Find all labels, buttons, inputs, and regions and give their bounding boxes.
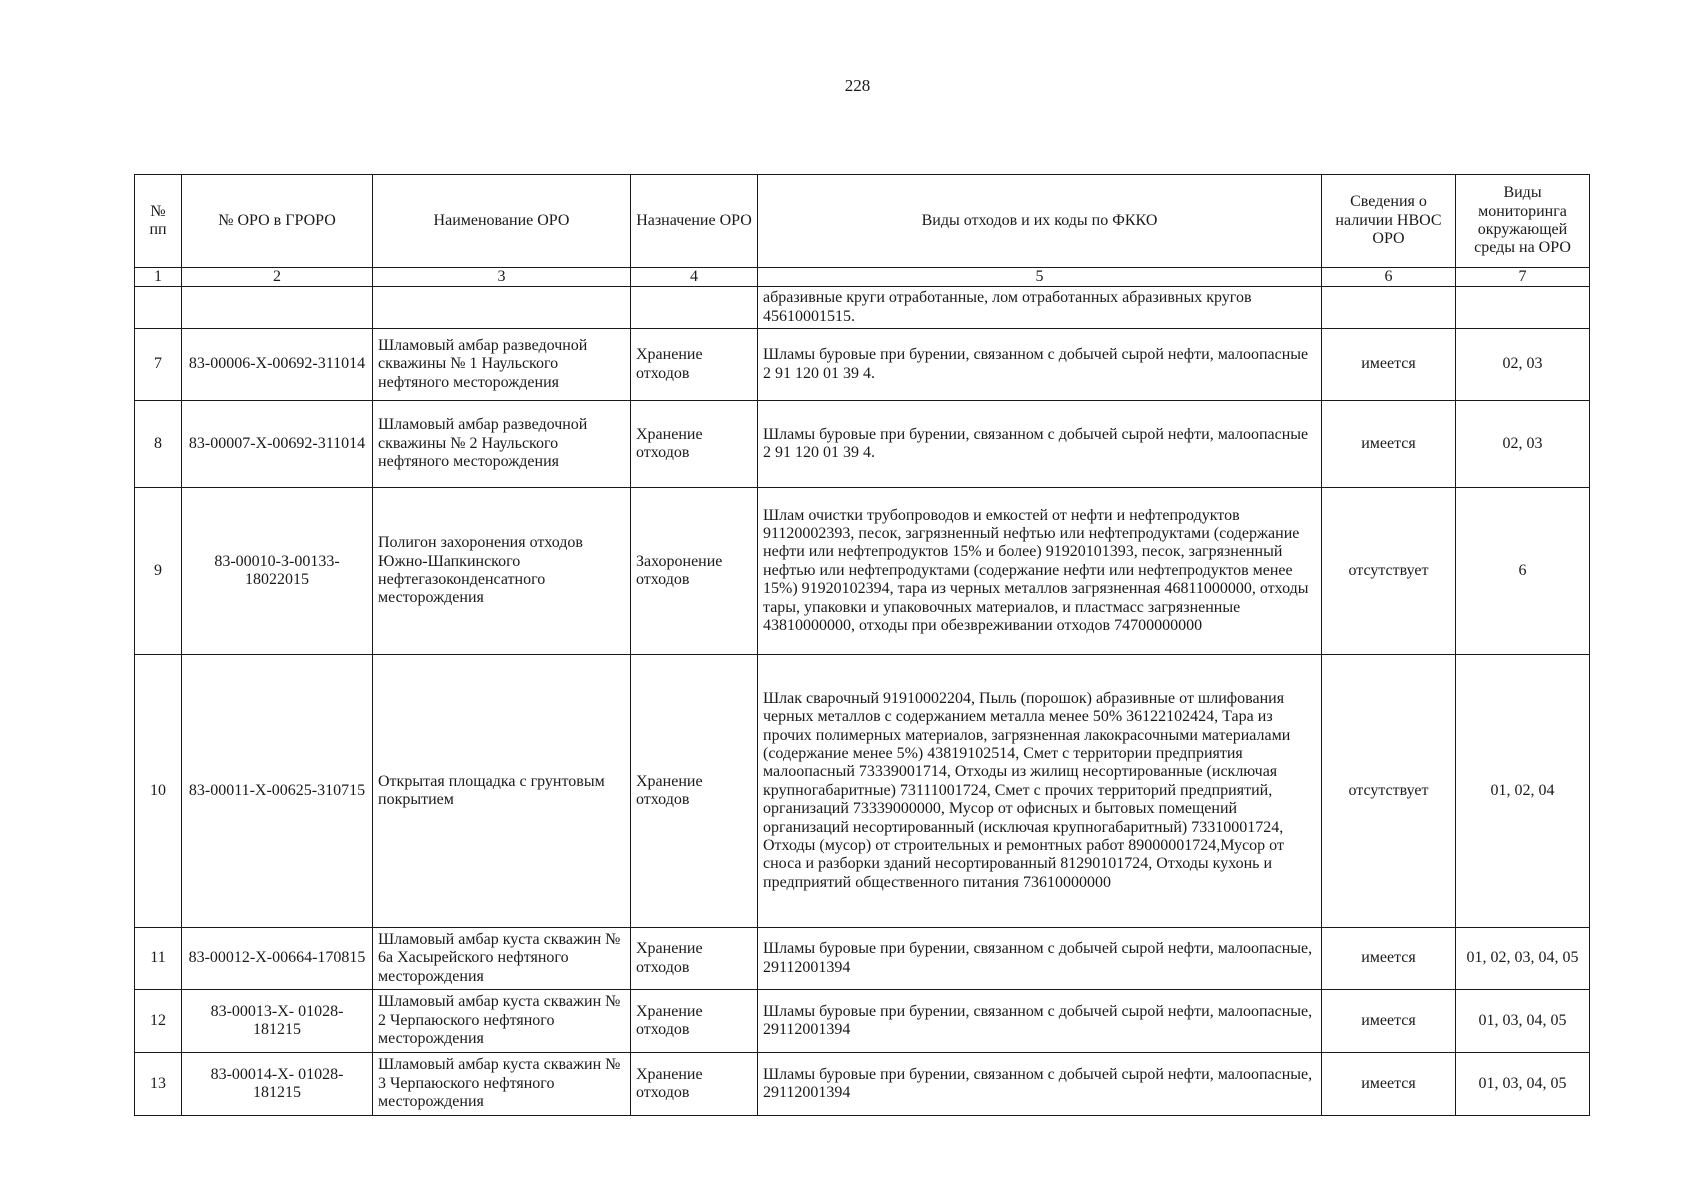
table-row (135, 655, 1590, 928)
waste-types: Шлак сварочный 91910002204, Пыль (порошок) абразивные от шлифования черных металлов с содержанием металла менее 50% 36122102424, Тара из прочих полимерных материалов, загрязненная лакокрасочными материалами (содержание менее 5%) 43819102514, Смет с территории предприятия малоопасный 73339001714, Отходы из жилищ несортированные (исключая крупногабаритные) 73111001724, Смет с прочих территорий предприятий, организаций 73339000000, Мусор от офисных и бытовых помещений организаций несортированный (исключая крупногабаритный) 73310001724, Отходы (мусор) от строительных и ремонтных работ 89000001724,Мусор от сноса и разборки зданий несортированный 81290101724, Отходы кухонь и предприятий общественного питания 73610000000 (758, 655, 1322, 928)
monitoring-types: 01, 02, 04 (1456, 655, 1590, 928)
column-number: 4 (631, 268, 758, 287)
header-oro-name: Наименование ОРО (373, 175, 631, 268)
oro-register-table (134, 174, 1590, 1116)
row-num: 11 (135, 928, 182, 990)
waste-types: Шлам очистки трубопроводов и емкостей от нефти и нефтепродуктов 91120002393, песок, загрязненный нефтью или нефтепродуктами (содержание нефти или нефтепродуктов 15% и более) 91920101393, песок, загрязненный нефтью или нефтепродуктами (содержание нефти или нефтепродуктов менее 15%) 91920102394, тара из черных металлов загрязненная 46811000000, отходы тары, упаковки и упаковочных материалов, и пластмасс загрязненные 43810000000, отходы при обезвреживании отходов 74700000000 (758, 488, 1322, 655)
table-row (135, 329, 1590, 401)
header-row (135, 175, 1590, 268)
table-row (135, 990, 1590, 1053)
oro-purpose: Хранение отходов (631, 928, 758, 990)
nvos-status: имеется (1322, 990, 1456, 1053)
oro-name: Шламовый амбар куста скважин № 2 Черпаюского нефтяного месторождения (373, 990, 631, 1053)
header-nvos: Сведения о наличии НВОС ОРО (1322, 175, 1456, 268)
nvos-status: имеется (1322, 401, 1456, 488)
oro-code: 83-00011-Х-00625-310715 (182, 655, 373, 928)
header-waste-types: Виды отходов и их коды по ФККО (758, 175, 1322, 268)
header-oro-code: № ОРО в ГРОРО (182, 175, 373, 268)
oro-name: Шламовый амбар куста скважин № 3 Черпаюского нефтяного месторождения (373, 1053, 631, 1116)
page-number: 228 (844, 76, 871, 95)
table-row (135, 488, 1590, 655)
nvos-status: имеется (1322, 928, 1456, 990)
table-row (135, 928, 1590, 990)
oro-name: Полигон захоронения отходов Южно-Шапкинского нефтегазоконденсатного месторождения (373, 488, 631, 655)
monitoring-types: 02, 03 (1456, 329, 1590, 401)
oro-code: 83-00014-Х- 01028-181215 (182, 1053, 373, 1116)
oro-code: 83-00013-Х- 01028-181215 (182, 990, 373, 1053)
waste-types: Шламы буровые при бурении, связанном с добычей сырой нефти, малоопасные, 29112001394 (758, 1053, 1322, 1116)
waste-types: Шламы буровые при бурении, связанном с добычей сырой нефти, малоопасные, 29112001394 (758, 928, 1322, 990)
oro-name: Шламовый амбар разведочной скважины № 2 Наульского нефтяного месторождения (373, 401, 631, 488)
row-num: 12 (135, 990, 182, 1053)
oro-name: Шламовый амбар куста скважин № 6а Хасырейского нефтяного месторождения (373, 928, 631, 990)
empty-cell (1322, 287, 1456, 329)
oro-code: 83-00006-Х-00692-311014 (182, 329, 373, 401)
column-number: 1 (135, 268, 182, 287)
header-purpose: Назначение ОРО (631, 175, 758, 268)
monitoring-types: 01, 03, 04, 05 (1456, 990, 1590, 1053)
row-num: 13 (135, 1053, 182, 1116)
column-number: 2 (182, 268, 373, 287)
column-number-row (135, 268, 1590, 287)
empty-cell (182, 287, 373, 329)
row-num: 9 (135, 488, 182, 655)
row-num: 8 (135, 401, 182, 488)
monitoring-types: 01, 03, 04, 05 (1456, 1053, 1590, 1116)
empty-cell (373, 287, 631, 329)
monitoring-types: 02, 03 (1456, 401, 1590, 488)
waste-types: Шламы буровые при бурении, связанном с добычей сырой нефти, малоопасные, 29112001394 (758, 990, 1322, 1053)
waste-types: Шламы буровые при бурении, связанном с добычей сырой нефти, малоопасные 2 91 120 01 39 4. (758, 329, 1322, 401)
oro-name: Шламовый амбар разведочной скважины № 1 Наульского нефтяного месторождения (373, 329, 631, 401)
oro-purpose: Хранение отходов (631, 1053, 758, 1116)
oro-purpose: Хранение отходов (631, 329, 758, 401)
column-number: 5 (758, 268, 1322, 287)
monitoring-types: 6 (1456, 488, 1590, 655)
oro-code: 83-00007-Х-00692-311014 (182, 401, 373, 488)
waste-continuation: абразивные круги отработанные, лом отработанных абразивных кругов 45610001515. (758, 287, 1322, 329)
nvos-status: имеется (1322, 329, 1456, 401)
waste-types: Шламы буровые при бурении, связанном с добычей сырой нефти, малоопасные 2 91 120 01 39 4. (758, 401, 1322, 488)
oro-name: Открытая площадка с грунтовым покрытием (373, 655, 631, 928)
nvos-status: имеется (1322, 1053, 1456, 1116)
column-number: 7 (1456, 268, 1590, 287)
oro-purpose: Хранение отходов (631, 655, 758, 928)
row-num: 10 (135, 655, 182, 928)
column-number: 3 (373, 268, 631, 287)
header-num: № пп (135, 175, 182, 268)
oro-purpose: Захоронение отходов (631, 488, 758, 655)
nvos-status: отсутствует (1322, 655, 1456, 928)
oro-purpose: Хранение отходов (631, 990, 758, 1053)
oro-purpose: Хранение отходов (631, 401, 758, 488)
nvos-status: отсутствует (1322, 488, 1456, 655)
table-row (135, 1053, 1590, 1116)
row-num: 7 (135, 329, 182, 401)
column-number: 6 (1322, 268, 1456, 287)
empty-cell (631, 287, 758, 329)
monitoring-types: 01, 02, 03, 04, 05 (1456, 928, 1590, 990)
oro-code: 83-00012-Х-00664-170815 (182, 928, 373, 990)
empty-cell (135, 287, 182, 329)
oro-code: 83-00010-З-00133-18022015 (182, 488, 373, 655)
continuation-row (135, 287, 1590, 329)
empty-cell (1456, 287, 1590, 329)
table-row (135, 401, 1590, 488)
header-monitoring: Виды мониторинга окружающей среды на ОРО (1456, 175, 1590, 268)
